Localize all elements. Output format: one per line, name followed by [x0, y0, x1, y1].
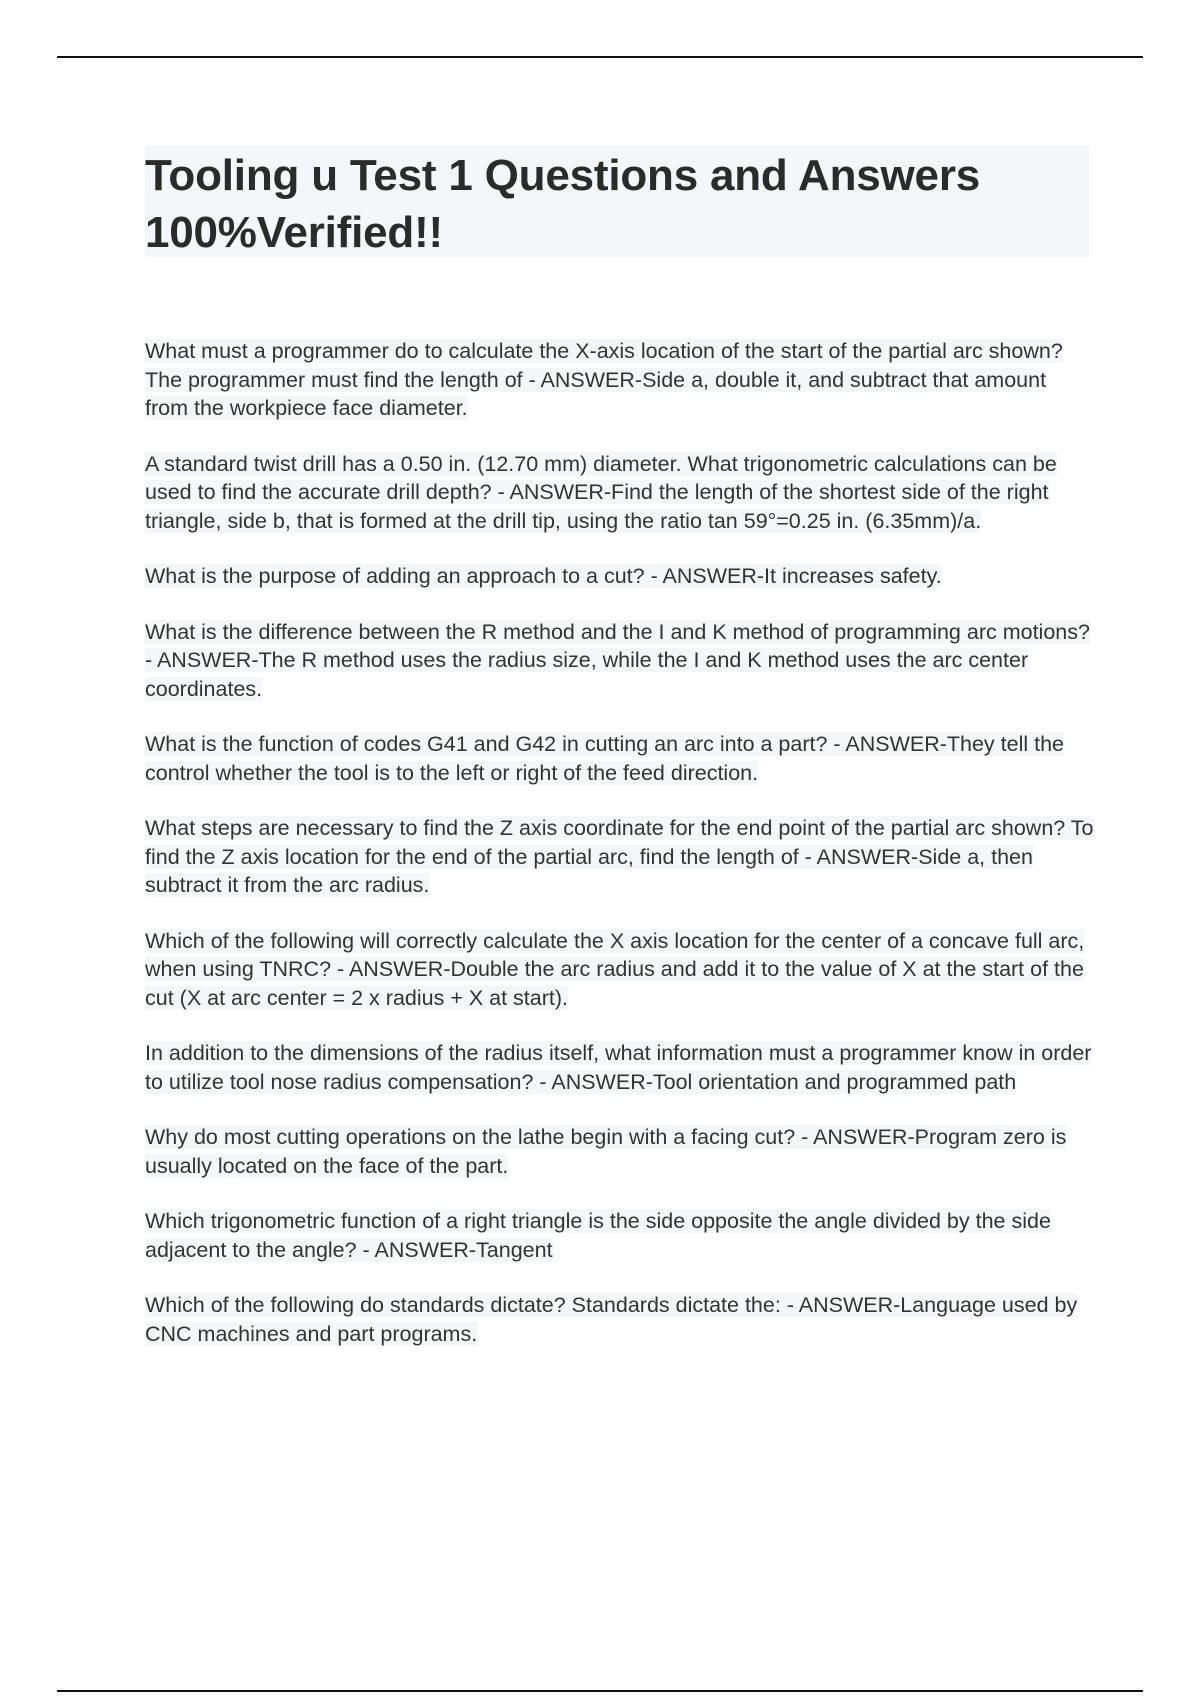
- title-block: [145, 145, 1089, 257]
- qa-text: Which of the following do standards dictate? Standards dictate the: - ANSWER-Language used by CNC machines and part programs.: [145, 1293, 1078, 1346]
- bottom-divider: [57, 1690, 1143, 1692]
- qa-text: Which trigonometric function of a right triangle is the side opposite the angle divided by the side adjacent to the angle? - ANSWER-Tangent: [145, 1209, 1051, 1262]
- qa-text: What must a programmer do to calculate the X-axis location of the start of the partial arc shown? The programmer must find the length of - ANSWER-Side a, double it, and subtract that amount from the workpiece face diameter.: [145, 339, 1063, 420]
- qa-item: [145, 814, 1095, 900]
- qa-text: Which of the following will correctly calculate the X axis location for the center of a concave full arc, when using TNRC? - ANSWER-Double the arc radius and add it to the value of X at the start of the cut (X at arc center = 2 x radius + X at start).: [145, 928, 1085, 1010]
- qa-item: [145, 618, 1095, 704]
- qa-item: [145, 1039, 1095, 1096]
- qa-item: [145, 337, 1095, 423]
- top-divider: [57, 56, 1143, 58]
- qa-text: What is the purpose of adding an approach to a cut? - ANSWER-It increases safety.: [145, 564, 942, 588]
- qa-text: A standard twist drill has a 0.50 in. (12.70 mm) diameter. What trigonometric calculations can be used to find the accurate drill depth? - ANSWER-Find the length of the shortest side of the right triangle, side b, that is formed at the drill tip, using the ratio tan 59°=0.25 in. (6.35mm)/a.: [145, 451, 1057, 533]
- qa-text: What is the difference between the R method and the I and K method of programming arc motions? - ANSWER-The R method uses the radius size, while the I and K method uses the arc center coordinates.: [145, 619, 1090, 701]
- qa-text: What steps are necessary to find the Z axis coordinate for the end point of the partial arc shown? To find the Z axis location for the end of the partial arc, find the length of - ANSWER-Side a, then subtract it from the arc radius.: [145, 816, 1094, 897]
- qa-text: Why do most cutting operations on the lathe begin with a facing cut? - ANSWER-Program zero is usually located on the face of the part.: [145, 1125, 1067, 1178]
- qa-list: [145, 337, 1095, 1375]
- qa-item: [145, 730, 1095, 787]
- qa-text: What is the function of codes G41 and G42 in cutting an arc into a part? - ANSWER-They tell the control whether the tool is to the left or right of the feed direction.: [145, 732, 1064, 785]
- qa-item: [145, 1291, 1095, 1348]
- qa-item: [145, 562, 1095, 591]
- qa-item: [145, 1123, 1095, 1180]
- qa-text: In addition to the dimensions of the radius itself, what information must a programmer know in order to utilize tool nose radius compensation? - ANSWER-Tool orientation and programmed path: [145, 1041, 1092, 1094]
- page-title: Tooling u Test 1 Questions and Answers 100%Verified!!: [145, 151, 981, 257]
- qa-item: [145, 450, 1095, 536]
- qa-item: [145, 1207, 1095, 1264]
- qa-item: [145, 927, 1095, 1013]
